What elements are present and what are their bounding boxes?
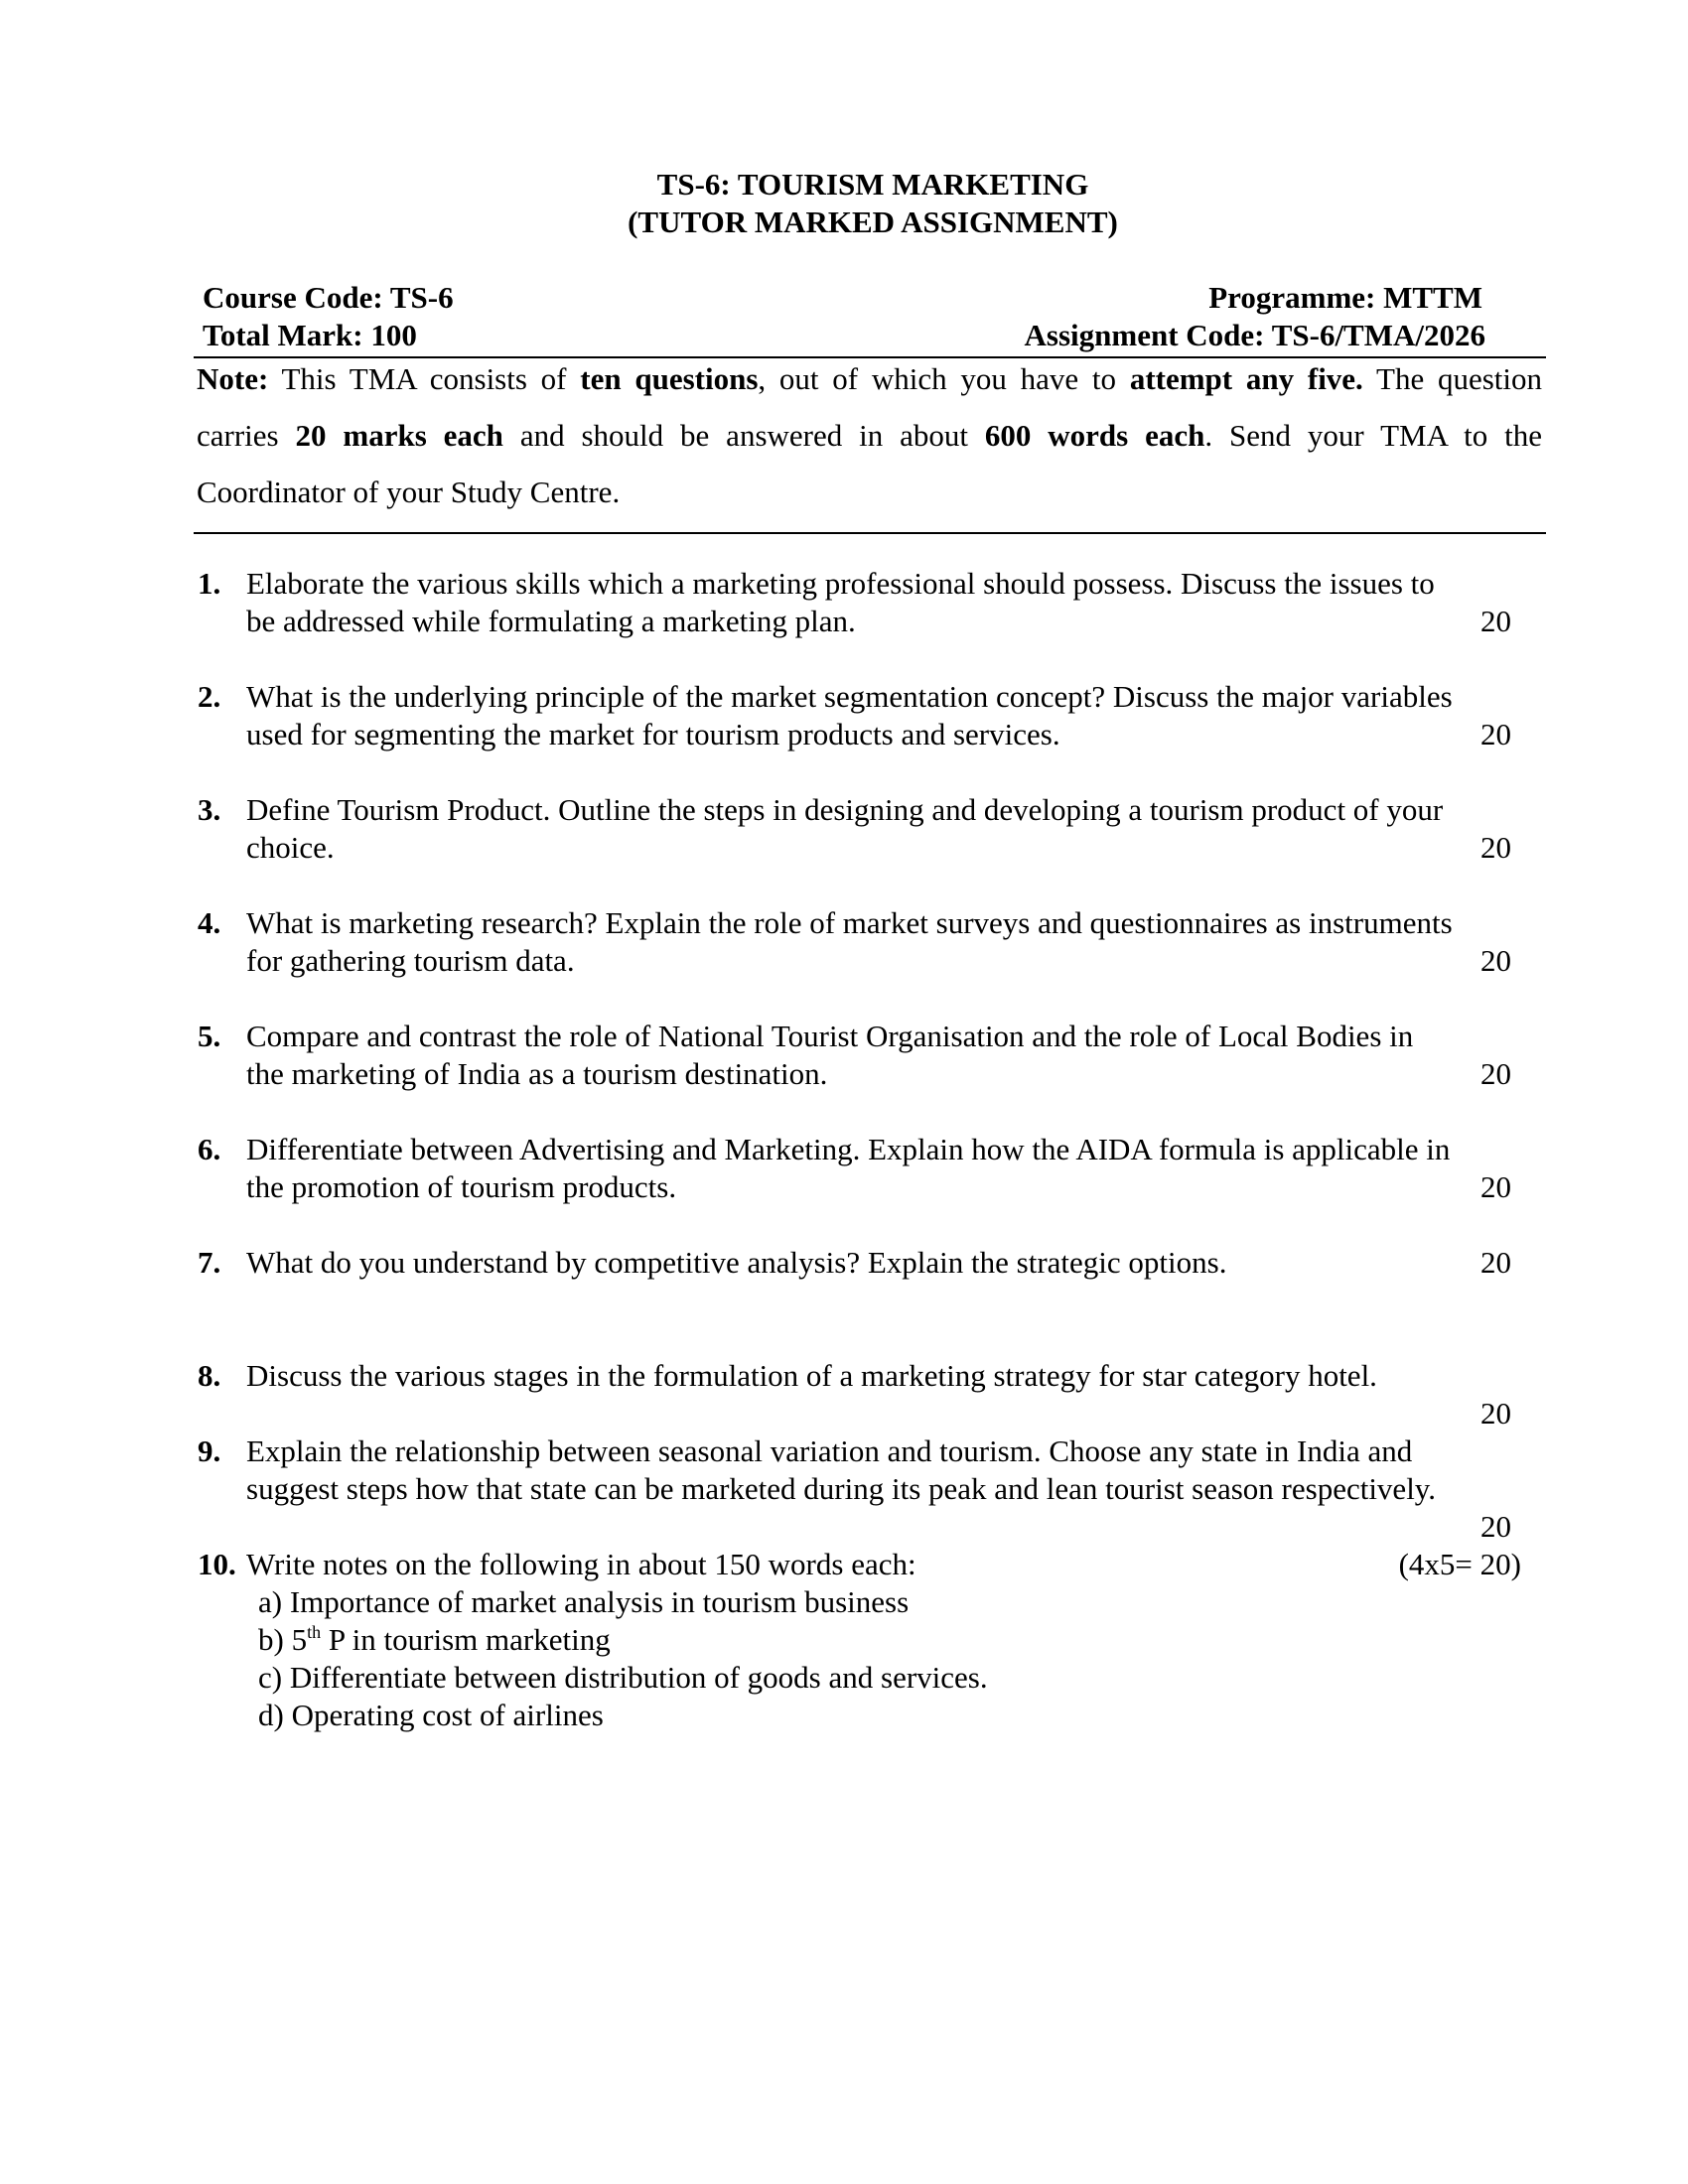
sub-item-label: c) (258, 1660, 283, 1695)
question-text: Differentiate between Advertising and Marketing. Explain how the AIDA formula is applicable in (246, 1132, 1451, 1166)
note-line-2 (197, 418, 1542, 454)
question-number: 6. (198, 1132, 221, 1166)
course-code: Course Code: TS-6 (203, 280, 454, 315)
document-title: TS-6: TOURISM MARKETING (656, 167, 1089, 202)
note-emphasis: attempt any five. (1129, 361, 1363, 396)
question-text: Define Tourism Product. Outline the steps in designing and developing a tourism product of your (246, 792, 1444, 827)
question-number: 7. (198, 1245, 221, 1280)
note-emphasis: 20 marks each (295, 418, 503, 453)
question-number: 8. (198, 1358, 221, 1393)
question-text: Compare and contrast the role of National Tourist Organisation and the role of Local Bodies in (246, 1019, 1414, 1053)
question-text: What is marketing research? Explain the role of market surveys and questionnaires as instruments (246, 905, 1453, 940)
assignment-code: Assignment Code: TS-6/TMA/2026 (1024, 318, 1485, 352)
sub-item-c (258, 1660, 988, 1696)
superscript: th (307, 1622, 322, 1642)
question-text: choice. (246, 830, 335, 865)
question-marks: 20 (1480, 943, 1511, 978)
question-text: Explain the relationship between seasonal variation and tourism. Choose any state in India and (246, 1433, 1413, 1468)
question-text: Write notes on the following in about 150 words each: (246, 1547, 916, 1581)
question-text: Discuss the various stages in the formulation of a marketing strategy for star category hotel. (246, 1358, 1377, 1393)
question-marks: 20 (1480, 830, 1511, 865)
question-marks: 20 (1480, 1169, 1511, 1204)
question-text: the marketing of India as a tourism destination. (246, 1056, 828, 1091)
question-number: 9. (198, 1433, 221, 1468)
note-text: and should be answered in about (502, 418, 985, 453)
question-number: 2. (198, 679, 221, 714)
total-mark: Total Mark: 100 (203, 318, 417, 352)
question-number: 3. (198, 792, 221, 827)
sub-item-label: b) (258, 1622, 284, 1657)
sub-item-b (258, 1622, 611, 1658)
note-label: Note: (197, 361, 269, 396)
note-text: . Send your TMA to the (1204, 418, 1543, 453)
question-text: be addressed while formulating a marketing plan. (246, 604, 856, 638)
note-emphasis: 600 words each (984, 418, 1205, 453)
sub-item-text: Differentiate between distribution of goods and services. (289, 1660, 988, 1695)
question-marks: 20 (1480, 604, 1511, 638)
question-marks: 20 (1480, 1056, 1511, 1091)
sub-item-d (258, 1698, 604, 1733)
sub-item-text: Operating cost of airlines (291, 1698, 604, 1732)
question-text: for gathering tourism data. (246, 943, 575, 978)
note-text: The question (1362, 361, 1543, 396)
sub-item-number: 5 (291, 1622, 308, 1657)
document-subtitle: (TUTOR MARKED ASSIGNMENT) (628, 205, 1118, 239)
question-text: suggest steps how that state can be marketed during its peak and lean tourist season respectively. (246, 1471, 1437, 1506)
question-text: What do you understand by competitive analysis? Explain the strategic options. (246, 1245, 1227, 1280)
sub-item-text: Importance of market analysis in tourism business (289, 1584, 910, 1619)
question-marks: 20 (1480, 1245, 1511, 1280)
note-text: , out of which you have to (758, 361, 1130, 396)
sub-item-label: a) (258, 1584, 283, 1619)
sub-item-text: P in tourism marketing (321, 1622, 611, 1657)
question-number: 1. (198, 566, 221, 601)
note-emphasis: ten questions (580, 361, 759, 396)
sub-item-a (258, 1584, 909, 1620)
question-number: 4. (198, 905, 221, 940)
divider-bottom (194, 532, 1546, 534)
programme: Programme: MTTM (1208, 280, 1482, 315)
question-marks: 20 (1480, 717, 1511, 751)
question-marks: 20 (1480, 1509, 1511, 1544)
question-marks: (4x5= 20) (1398, 1547, 1521, 1581)
question-marks: 20 (1480, 1396, 1511, 1431)
question-text: Elaborate the various skills which a marketing professional should possess. Discuss the issues to (246, 566, 1435, 601)
note-line-3 (197, 475, 1542, 510)
note-text: Coordinator of your Study Centre. (197, 475, 621, 509)
question-number: 5. (198, 1019, 221, 1053)
note-text: carries (197, 418, 296, 453)
question-number: 10. (198, 1547, 236, 1581)
sub-item-label: d) (258, 1698, 284, 1732)
note-text: This TMA consists of (268, 361, 581, 396)
divider-top (194, 356, 1546, 358)
note-line-1 (197, 361, 1542, 397)
question-text: What is the underlying principle of the market segmentation concept? Discuss the major variables (246, 679, 1453, 714)
question-text: used for segmenting the market for tourism products and services. (246, 717, 1060, 751)
question-text: the promotion of tourism products. (246, 1169, 677, 1204)
